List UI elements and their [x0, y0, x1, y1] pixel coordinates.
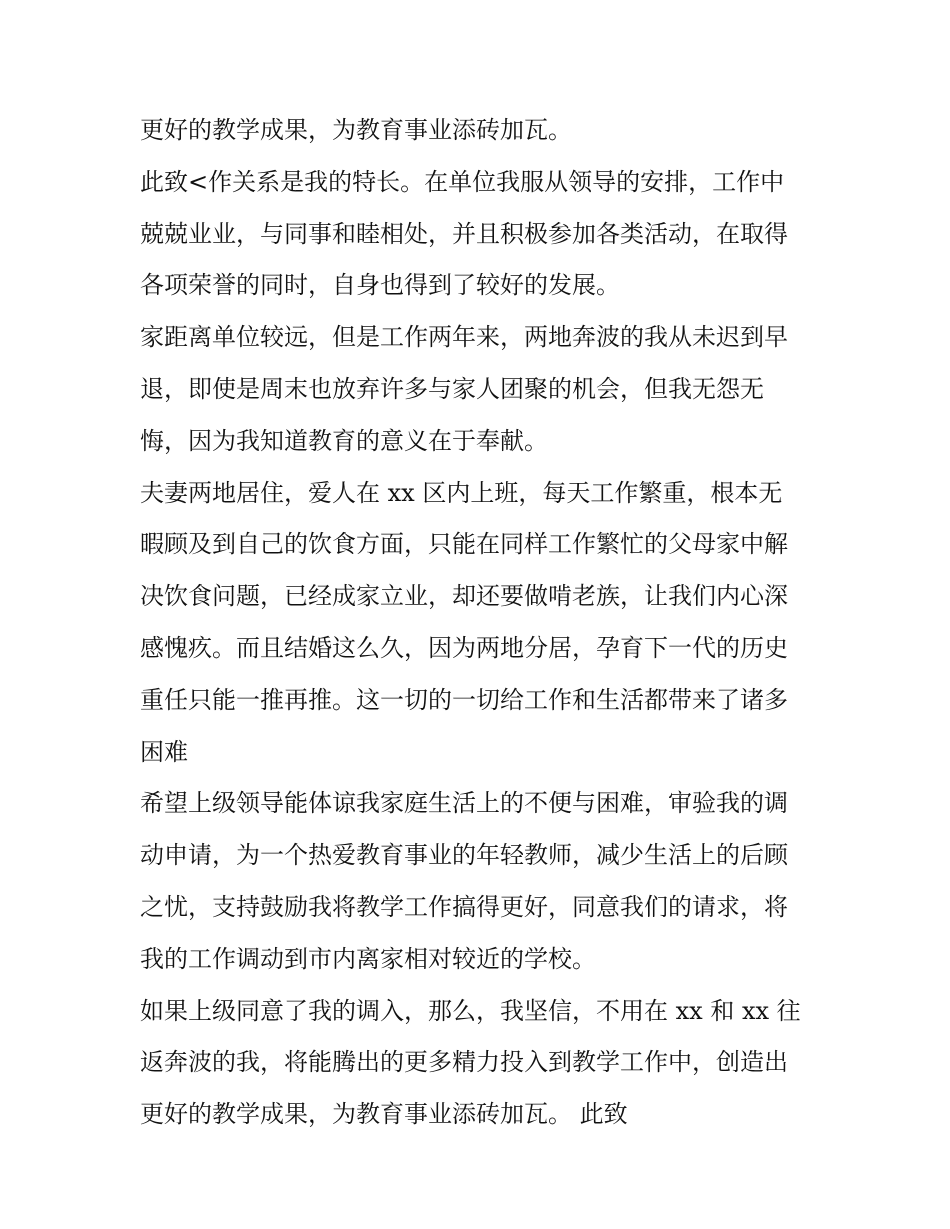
- document-body: [140, 105, 820, 1141]
- text-line: 暇顾及到自己的饮食方面，只能在同样工作繁忙的父母家中解: [140, 530, 788, 559]
- text-line: 家距离单位较远，但是工作两年来，两地奔波的我从未迟到早: [140, 323, 788, 352]
- text-line: 各项荣誉的同时，自身也得到了较好的发展。: [140, 271, 620, 300]
- text-line: 重任只能一推再推。这一切的一切给工作和生活都带来了诸多: [140, 685, 788, 714]
- text-line: 返奔波的我，将能腾出的更多精力投入到教学工作中，创造出: [140, 1048, 788, 1077]
- text-line: 兢兢业业，与同事和睦相处，并且积极参加各类活动，在取得: [140, 219, 788, 248]
- text-line: 决饮食问题，已经成家立业，却还要做啃老族，让我们内心深: [140, 582, 788, 611]
- text-line: 更好的教学成果，为教育事业添砖加瓦。 此致: [140, 1100, 628, 1129]
- text-line: 更好的教学成果，为教育事业添砖加瓦。: [140, 116, 572, 144]
- text-line: 退，即使是周末也放弃许多与家人团聚的机会，但我无怨无: [140, 374, 764, 403]
- text-line: 悔，因为我知道教育的意义在于奉献。: [140, 426, 548, 455]
- text-line: 此致<作关系是我的特长。在单位我服从领导的安排，工作中: [140, 167, 785, 196]
- text-line: 我的工作调动到市内离家相对较近的学校。: [140, 944, 596, 973]
- text-line: 如果上级同意了我的调入，那么，我坚信，不用在 xx 和 xx 往: [140, 996, 801, 1025]
- text-line: 希望上级领导能体谅我家庭生活上的不便与困难，审验我的调: [140, 789, 788, 818]
- text-line: 动申请，为一个热爱教育事业的年轻教师，减少生活上的后顾: [140, 841, 788, 870]
- text-line: 困难: [140, 737, 188, 766]
- text-line: 之忧，支持鼓励我将教学工作搞得更好，同意我们的请求，将: [140, 892, 788, 921]
- text-line: 夫妻两地居住，爱人在 xx 区内上班，每天工作繁重，根本无: [140, 478, 783, 507]
- text-line: 感愧疚。而且结婚这么久，因为两地分居，孕育下一代的历史: [140, 633, 788, 662]
